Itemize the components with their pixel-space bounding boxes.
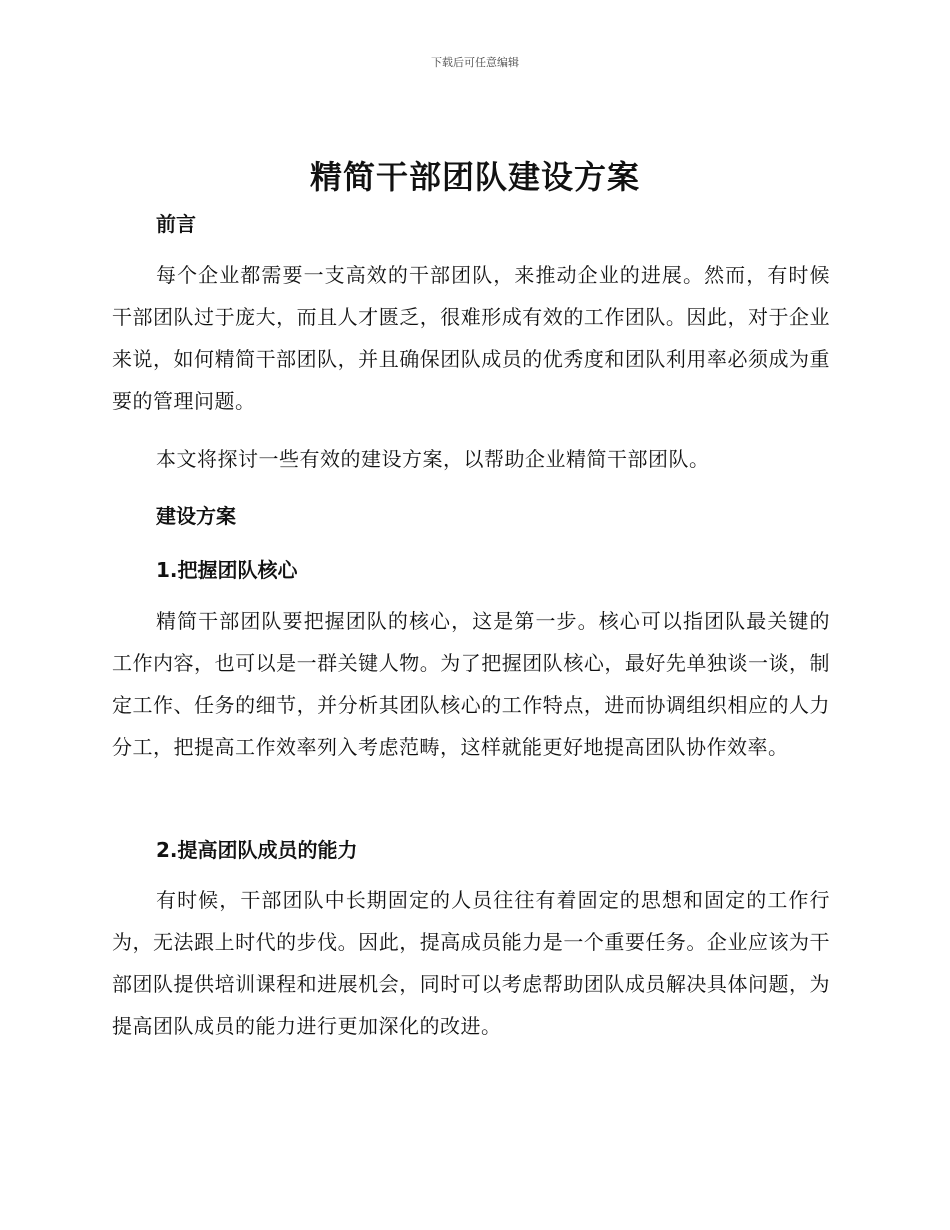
preface-heading: 前言: [156, 212, 196, 236]
page-header-note: 下载后可任意编辑: [431, 56, 519, 69]
plan-heading: 建设方案: [156, 504, 236, 528]
section-1-paragraph: 精简干部团队要把握团队的核心，这是第一步。核心可以指团队最关键的工作内容，也可以是一群关键人物。为了把握团队核心，最好先单独谈一谈，制定工作、任务的细节，并分析其团队核心的工作特点，进而协调组织相应的人力分工，把提高工作效率列入考虑范畴，这样就能更好地提高团队协作效率。: [112, 609, 830, 759]
preface-paragraph-2: 本文将探讨一些有效的建设方案，以帮助企业精简干部团队。: [156, 447, 710, 471]
section-2-heading: 2.提高团队成员的能力: [156, 838, 358, 862]
document-title: 精简干部团队建设方案: [309, 158, 640, 196]
section-2-paragraph: 有时候，干部团队中长期固定的人员往往有着固定的思想和固定的工作行为，无法跟上时代的步伐。因此，提高成员能力是一个重要任务。企业应该为干部团队提供培训课程和进展机会，同时可以考虑帮助团队成员解决具体问题，为提高团队成员的能力进行更加深化的改进。: [112, 888, 830, 1038]
preface-paragraph-1: 每个企业都需要一支高效的干部团队，来推动企业的进展。然而，有时候干部团队过于庞大，而且人才匮乏，很难形成有效的工作团队。因此，对于企业来说，如何精简干部团队，并且确保团队成员的优秀度和团队利用率必须成为重要的管理问题。: [112, 263, 830, 413]
section-1-heading: 1.把握团队核心: [156, 558, 298, 582]
